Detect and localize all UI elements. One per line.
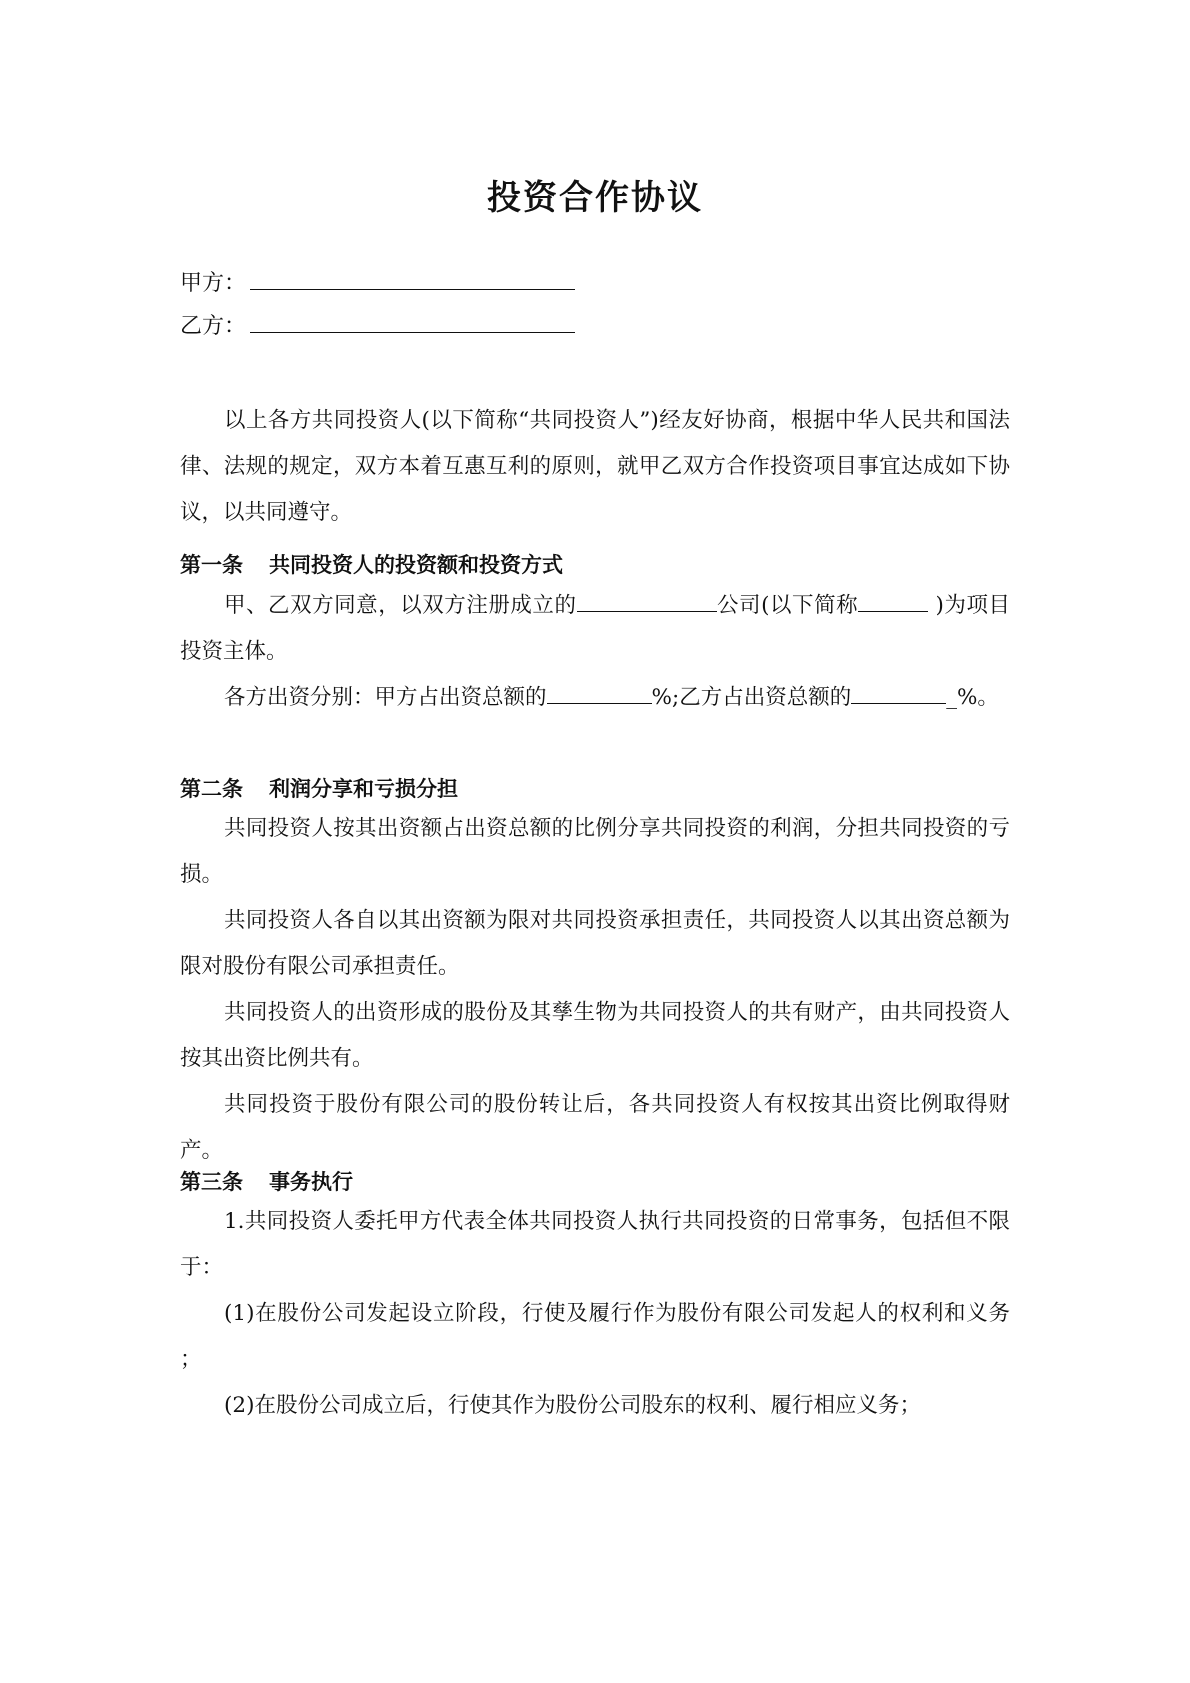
party-b-blank[interactable] (250, 310, 575, 333)
article-1-title: 共同投资人的投资额和投资方式 (269, 553, 563, 577)
party-a-label: 甲方： (180, 271, 247, 296)
article-1-paragraph-1 (180, 583, 1010, 675)
article-3-paragraph-2: (1)在股份公司发起设立阶段，行使及履行作为股份有限公司发起人的权利和义务 ； (180, 1301, 1010, 1372)
article-3-number: 第三条 (180, 1170, 243, 1194)
article-3-heading (180, 1167, 1010, 1197)
article-1-p1-text-c: )为项目投资主体。 (180, 593, 1010, 664)
article-1-p1-text-b: 公司(以下简称 (716, 593, 859, 618)
article-2-heading (180, 774, 1010, 804)
company-short-name-blank[interactable] (858, 589, 928, 612)
document-title: 投资合作协议 (487, 178, 703, 218)
article-2-paragraph-3: 共同投资人的出资形成的股份及其孳生物为共同投资人的共有财产，由共同投资人按其出资比例共有。 (180, 1000, 1010, 1071)
article-2-number: 第二条 (180, 777, 243, 801)
article-1-number: 第一条 (180, 553, 243, 577)
article-3-paragraph-3: (2)在股份公司成立后，行使其作为股份公司股东的权利、履行相应义务； (224, 1393, 921, 1418)
article-3-paragraph-1: 1.共同投资人委托甲方代表全体共同投资人执行共同投资的日常事务，包括但不限于： (180, 1209, 1010, 1280)
article-2-title: 利润分享和亏损分担 (269, 777, 458, 801)
party-a-row (180, 267, 575, 299)
article-1-p1-text-a: 甲、乙双方同意，以双方注册成立的 (224, 593, 577, 618)
article-2-paragraph-4: 共同投资于股份有限公司的股份转让后，各共同投资人有权按其出资比例取得财产。 (180, 1092, 1010, 1163)
article-1-p2-text-c: _%。 (946, 685, 999, 710)
party-b-share-blank[interactable] (851, 681, 946, 704)
article-3-title: 事务执行 (269, 1170, 353, 1194)
article-1-p2-text-a: 各方出资分别：甲方占出资总额的 (224, 685, 547, 710)
party-b-label: 乙方： (180, 314, 247, 339)
article-1-paragraph-2 (180, 675, 1010, 721)
article-1-heading (180, 550, 1010, 580)
article-2-paragraph-2: 共同投资人各自以其出资额为限对共同投资承担责任，共同投资人以其出资总额为限对股份有限公司承担责任。 (180, 908, 1010, 979)
article-2-paragraph-1: 共同投资人按其出资额占出资总额的比例分享共同投资的利润，分担共同投资的亏损。 (180, 816, 1010, 887)
party-a-share-blank[interactable] (547, 681, 652, 704)
party-a-blank[interactable] (250, 267, 575, 290)
company-name-blank[interactable] (577, 589, 717, 612)
preamble-paragraph: 以上各方共同投资人(以下简称“共同投资人”)经友好协商，根据中华人民共和国法律、法规的规定，双方本着互惠互利的原则，就甲乙双方合作投资项目事宜达成如下协议，以共同遵守。 (180, 408, 1010, 525)
party-b-row (180, 310, 575, 342)
article-1-p2-text-b: %;乙方占出资总额的 (651, 685, 852, 710)
